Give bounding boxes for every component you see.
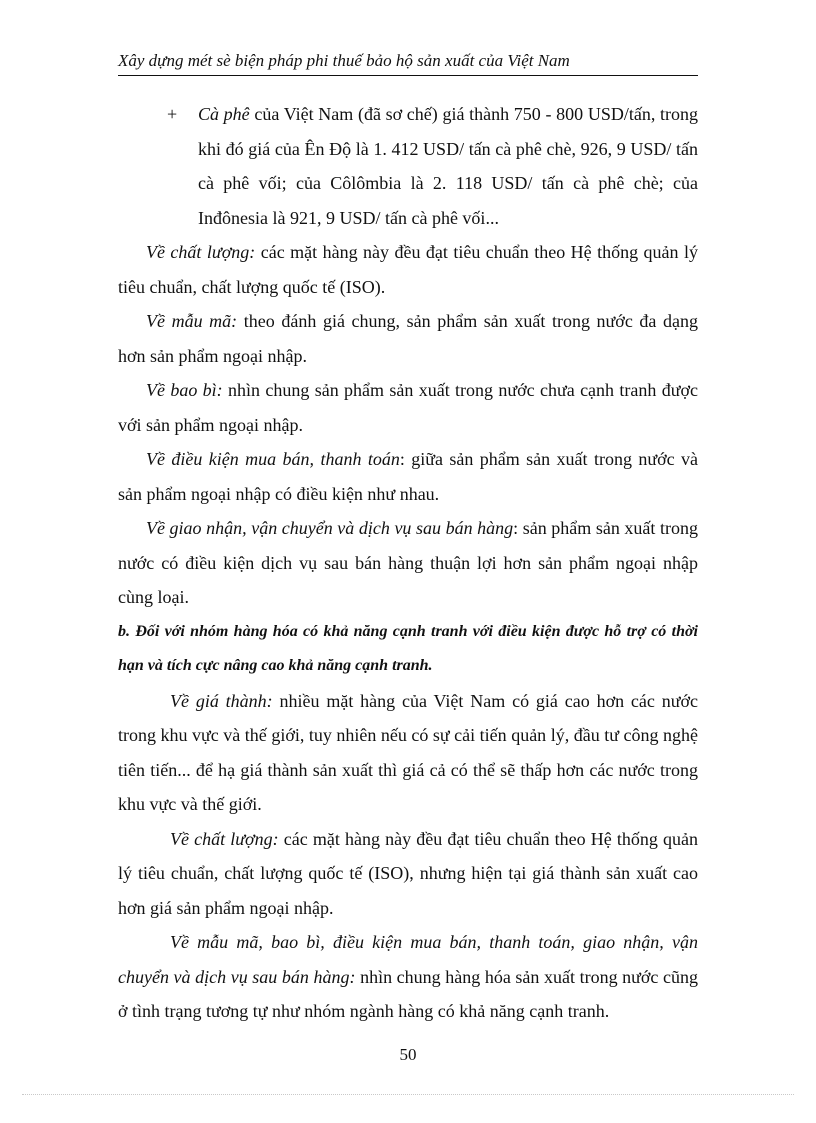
header-rule [118, 75, 698, 76]
paragraph-lead: Về mẫu mã, bao bì, điều kiện mua bán, thanh toán, giao nhận, vận chuyển và dịch vụ sau bán hàng: [118, 932, 698, 987]
section-paragraph-price [118, 684, 698, 822]
paragraph-packaging [118, 373, 698, 442]
paragraph-text: : sản phẩm sản xuất trong nước có điều kiện dịch vụ sau bán hàng thuận lợi hơn sản phẩm ngoại nhập cùng loại. [118, 518, 698, 607]
paragraph-quality [118, 235, 698, 304]
paragraph-lead: Về giao nhận, vận chuyển và dịch vụ sau bán hàng [146, 518, 514, 538]
paragraph-lead: Về bao bì: [146, 380, 223, 400]
paragraph-delivery-service [118, 511, 698, 615]
paragraph-lead: Về chất lượng: [170, 828, 279, 849]
page-number: 50 [399, 1045, 417, 1064]
running-header: Xây dựng mét sè biện pháp phi thuế bảo hộ sản xuất của Việt Nam [118, 51, 570, 70]
paragraph-trade-terms [118, 442, 698, 511]
section-paragraph-quality [118, 822, 698, 926]
paragraph-text: nhìn chung sản phẩm sản xuất trong nước chưa cạnh tranh được với sản phẩm ngoại nhập. [118, 380, 698, 435]
paragraph-lead: Về điều kiện mua bán, thanh toán [146, 449, 400, 469]
bullet-text: của Việt Nam (đã sơ chế) giá thành 750 - 800 USD/tấn, trong khi đó giá của Ên Độ là 1. 412 USD/ tấn cà phê chè, 926, 9 USD/ tấn cà phê vối; của Côlômbia là 2. 118 USD/ tấn cà phê chè; của Inđônesia là 921, 9 USD/ tấn cà phê vối... [198, 104, 698, 228]
paragraph-text: theo đánh giá chung, sản phẩm sản xuất trong nước đa dạng hơn sản phẩm ngoại nhập. [118, 311, 698, 366]
bullet-mark: + [167, 104, 178, 124]
paragraph-lead: Về chất lượng: [146, 242, 256, 262]
paragraph-design [118, 304, 698, 373]
paragraph-lead: Về giá thành: [170, 690, 273, 711]
paragraph-text: các mặt hàng này đều đạt tiêu chuẩn theo Hệ thống quản lý tiêu chuẩn, chất lượng quốc tế (ISO). [118, 242, 698, 297]
paragraph-text: : giữa sản phẩm sản xuất trong nước và sản phẩm ngoại nhập có điều kiện như nhau. [118, 449, 698, 504]
section-heading: b. Đối với nhóm hàng hóa có khả năng cạnh tranh với điều kiện được hỗ trợ có thời hạn và tích cực nâng cao khả năng cạnh tranh. [118, 622, 698, 674]
page-body [118, 97, 698, 1029]
paragraph-text: nhìn chung hàng hóa sản xuất trong nước cũng ở tình trạng tương tự như nhóm ngành hàng có khả năng cạnh tranh. [118, 966, 699, 1021]
paragraph-lead: Về mẫu mã: [146, 311, 238, 331]
paragraph-text: các mặt hàng này đều đạt tiêu chuẩn theo Hệ thống quản lý tiêu chuẩn, chất lượng quốc tế (ISO), nhưng hiện tại giá thành sản xuất cao hơn giá sản phẩm ngoại nhập. [118, 828, 698, 918]
section-paragraph-other [118, 925, 698, 1029]
page-bottom-border [22, 1094, 794, 1095]
paragraph-text: nhiều mặt hàng của Việt Nam có giá cao hơn các nước trong khu vực và thế giới, tuy nhiên nếu có sự cải tiến quản lý, đầu tư công nghệ tiên tiến... để hạ giá thành sản xuất thì giá cả có thể sẽ thấp hơn các nước trong khu vực và thế giới. [118, 690, 699, 814]
bullet-lead: Cà phê [198, 104, 250, 124]
bullet-item-coffee [118, 97, 698, 235]
